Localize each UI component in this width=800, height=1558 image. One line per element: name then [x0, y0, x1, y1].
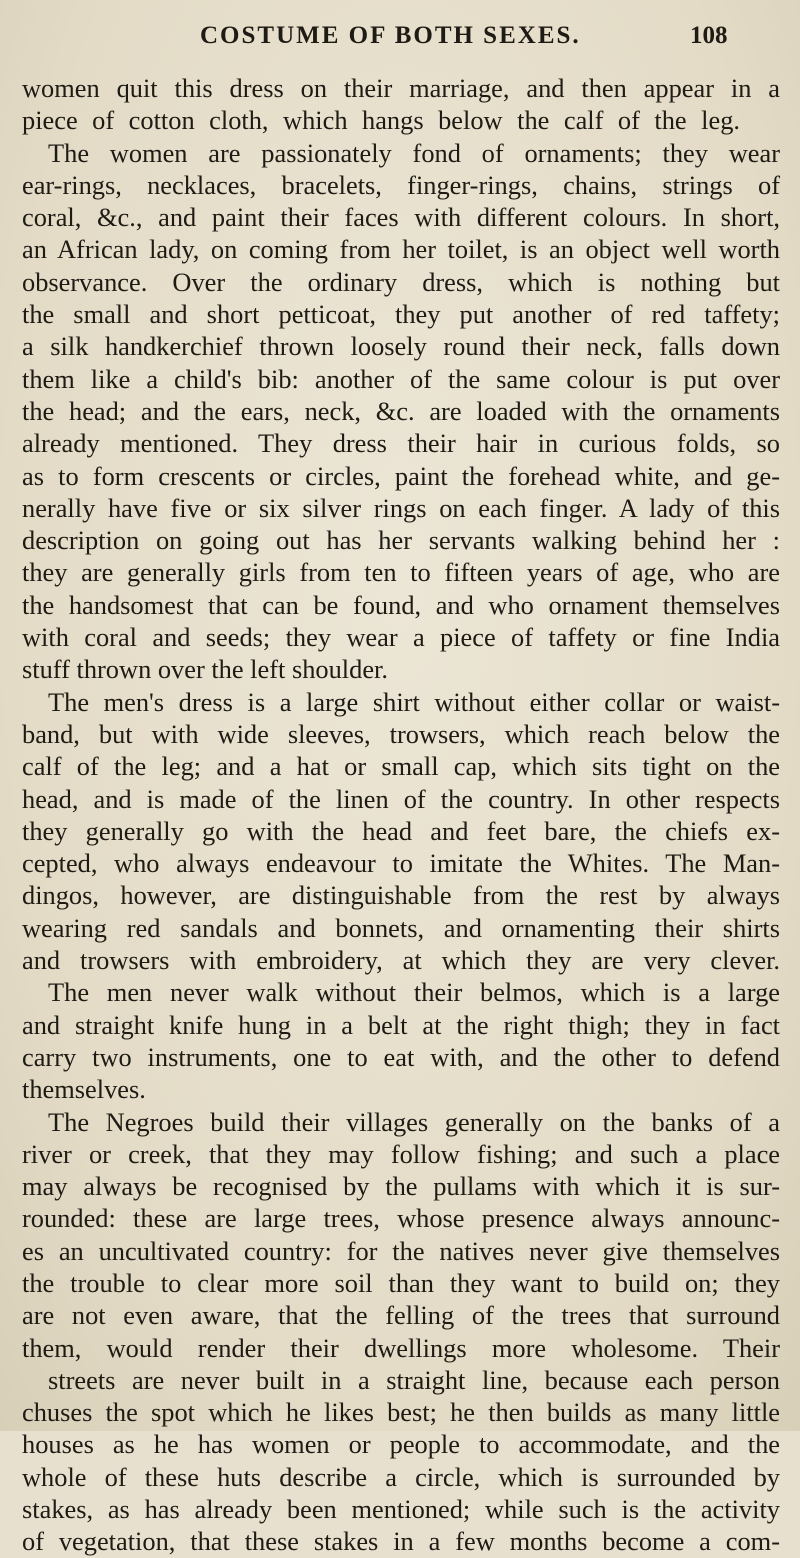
- text-line: The men never walk without their belmos, which is a large: [48, 977, 780, 1008]
- text-line: stakes, as has already been mentioned; while such is the activity: [22, 1494, 780, 1525]
- text-line: The Negroes build their villages generally on the banks of a: [48, 1106, 780, 1137]
- text-line: es an uncultivated country: for the natives never give themselves: [22, 1235, 780, 1266]
- text-line: nerally have five or six silver rings on each finger. A lady of this: [22, 492, 780, 523]
- text-line: ear-rings, necklaces, bracelets, finger-rings, chains, strings of: [22, 169, 780, 200]
- text-line: are not even aware, that the felling of the trees that surround: [22, 1300, 780, 1331]
- text-line: with coral and seeds; they wear a piece of taffety or fine India: [22, 622, 780, 653]
- text-line: wearing red sandals and bonnets, and ornamenting their shirts: [22, 912, 780, 943]
- text-line: observance. Over the ordinary dress, which is nothing but: [22, 266, 780, 297]
- text-line: The women are passionately fond of ornaments; they wear: [48, 137, 780, 168]
- running-head: COSTUME OF BOTH SEXES.: [200, 22, 581, 49]
- text-line: houses as he has women or people to accommodate, and the: [22, 1429, 780, 1460]
- text-line: band, but with wide sleeves, trowsers, which reach below the: [22, 718, 780, 749]
- text-line: may always be recognised by the pullams with which it is sur-: [22, 1171, 780, 1202]
- text-line: the trouble to clear more soil than they want to build on; they: [22, 1267, 780, 1298]
- text-line: themselves.: [22, 1074, 146, 1105]
- text-line: chuses the spot which he likes best; he then builds as many little: [22, 1397, 780, 1428]
- text-line: description on going out has her servants walking behind her :: [22, 525, 780, 556]
- text-line: them, would render their dwellings more wholesome. Their: [22, 1332, 780, 1363]
- text-line: dingos, however, are distinguishable from the rest by always: [22, 880, 780, 911]
- page-number: 108: [690, 22, 728, 49]
- text-line: streets are never built in a straight line, because each person: [48, 1364, 780, 1395]
- text-line: and straight knife hung in a belt at the right thigh; they in fact: [22, 1009, 780, 1040]
- text-line: the head; and the ears, neck, &c. are loaded with the ornaments: [22, 395, 780, 426]
- text-line: piece of cotton cloth, which hangs below the calf of the leg.: [22, 105, 740, 136]
- text-line: of vegetation, that these stakes in a few months become a com-: [22, 1526, 780, 1557]
- text-line: cepted, who always endeavour to imitate the Whites. The Man-: [22, 848, 780, 879]
- text-line: an African lady, on coming from her toilet, is an object well worth: [22, 234, 780, 265]
- text-line: as to form crescents or circles, paint the forehead white, and ge-: [22, 460, 780, 491]
- text-line: they generally go with the head and feet bare, the chiefs ex-: [22, 815, 780, 846]
- text-line: women quit this dress on their marriage, and then appear in a: [22, 73, 780, 103]
- text-line: the small and short petticoat, they put another of red taffety;: [22, 299, 780, 330]
- text-line: river or creek, that they may follow fishing; and such a place: [22, 1138, 780, 1169]
- text-line: carry two instruments, one to eat with, and the other to defend: [22, 1041, 780, 1072]
- text-line: calf of the leg; and a hat or small cap, which sits tight on the: [22, 751, 780, 782]
- text-line: whole of these huts describe a circle, which is surrounded by: [22, 1461, 780, 1492]
- page-header: [0, 22, 800, 62]
- text-line: and trowsers with embroidery, at which they are very clever.: [22, 945, 780, 976]
- text-line: a silk handkerchief thrown loosely round their neck, falls down: [22, 331, 780, 362]
- text-line: the handsomest that can be found, and who ornament themselves: [22, 589, 780, 620]
- text-line: stuff thrown over the left shoulder.: [22, 654, 388, 685]
- body-text: [22, 72, 780, 1558]
- text-line: coral, &c., and paint their faces with different colours. In short,: [22, 202, 780, 233]
- text-line: head, and is made of the linen of the country. In other respects: [22, 783, 780, 814]
- text-line: The men's dress is a large shirt without either collar or waist-: [48, 686, 780, 717]
- text-line: they are generally girls from ten to fifteen years of age, who are: [22, 557, 780, 588]
- text-line: already mentioned. They dress their hair in curious folds, so: [22, 428, 780, 459]
- text-line: them like a child's bib: another of the same colour is put over: [22, 363, 780, 394]
- text-line: rounded: these are large trees, whose presence always announc-: [22, 1203, 780, 1234]
